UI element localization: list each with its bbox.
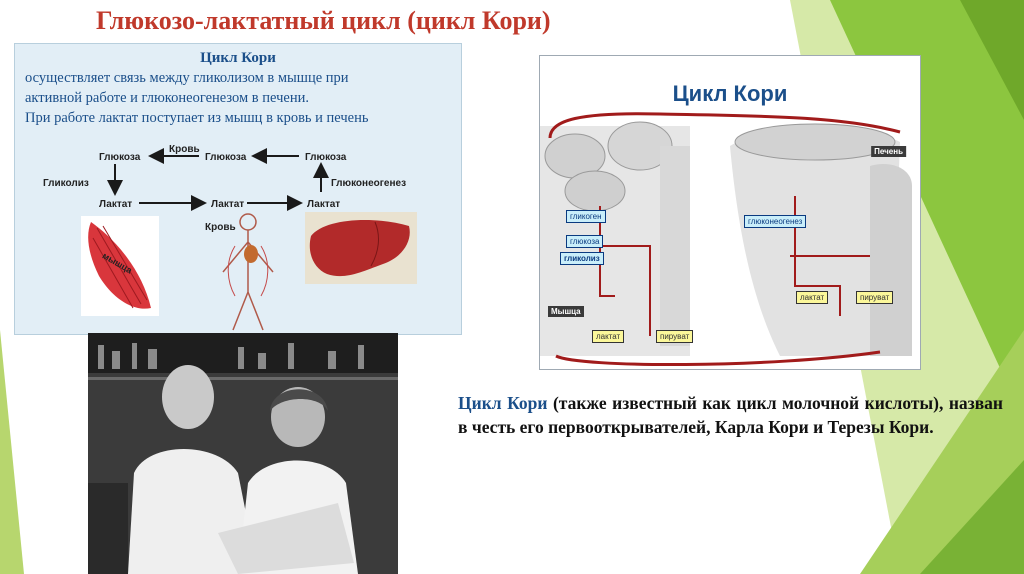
tag-pyruvate-muscle: пируват [656,330,693,343]
caption-body: (также известный как цикл молочной кислоты), назван в честь его первооткрывателей, Карла Кори и Терезы Кори. [458,393,1003,437]
liver-image [305,212,417,284]
tag-lactate-liver: лактат [796,291,828,304]
tag-muscle: Мышца [548,306,584,317]
tag-glucose: глюкоза [566,235,603,248]
label-gluconeogenesis: Глюконеогенез [331,178,407,189]
label-blood-top: Кровь [169,144,200,155]
caption-highlight: Цикл Кори [458,393,548,413]
cori-cycle-3d-diagram [539,55,921,370]
tag-pyruvate-liver: пируват [856,291,893,304]
tag-glycolysis: гликолиз [560,252,604,265]
label-glucose-mid: Глюкоза [205,152,247,163]
label-lactate-right: Лактат [307,199,341,210]
cori-photo [88,333,398,574]
tag-lactate-muscle: лактат [592,330,624,343]
tag-liver: Печень [871,146,906,157]
scheme-text-line-1: осуществляет связь между гликолизом в мышце при [25,70,349,86]
label-glucose-left: Глюкоза [99,152,141,163]
label-glucose-right: Глюкоза [305,152,347,163]
label-lactate-left: Лактат [99,199,133,210]
caption-text [458,391,1003,439]
scheme-text-line-3: При работе лактат поступает из мышц в кровь и печень [25,110,369,126]
label-glycolysis: Гликолиз [43,178,89,189]
label-blood-bottom: Кровь [205,222,236,233]
cori-cycle-scheme [14,43,462,335]
tag-glycogen: гликоген [566,210,606,223]
scheme-title: Цикл Кори [200,50,276,66]
diagram2-title: Цикл Кори [672,81,788,106]
circulation-image [205,212,291,332]
slide-title: Глюкозо-лактатный цикл (цикл Кори) [96,6,551,35]
tag-gluconeogenesis: глюконеогенез [744,215,806,228]
scheme-text-line-2: активной работе и глюконеогенезом в печени. [25,90,309,106]
label-lactate-mid: Лактат [211,199,245,210]
muscle-label: мышца [100,250,134,276]
muscle-image [81,216,159,316]
